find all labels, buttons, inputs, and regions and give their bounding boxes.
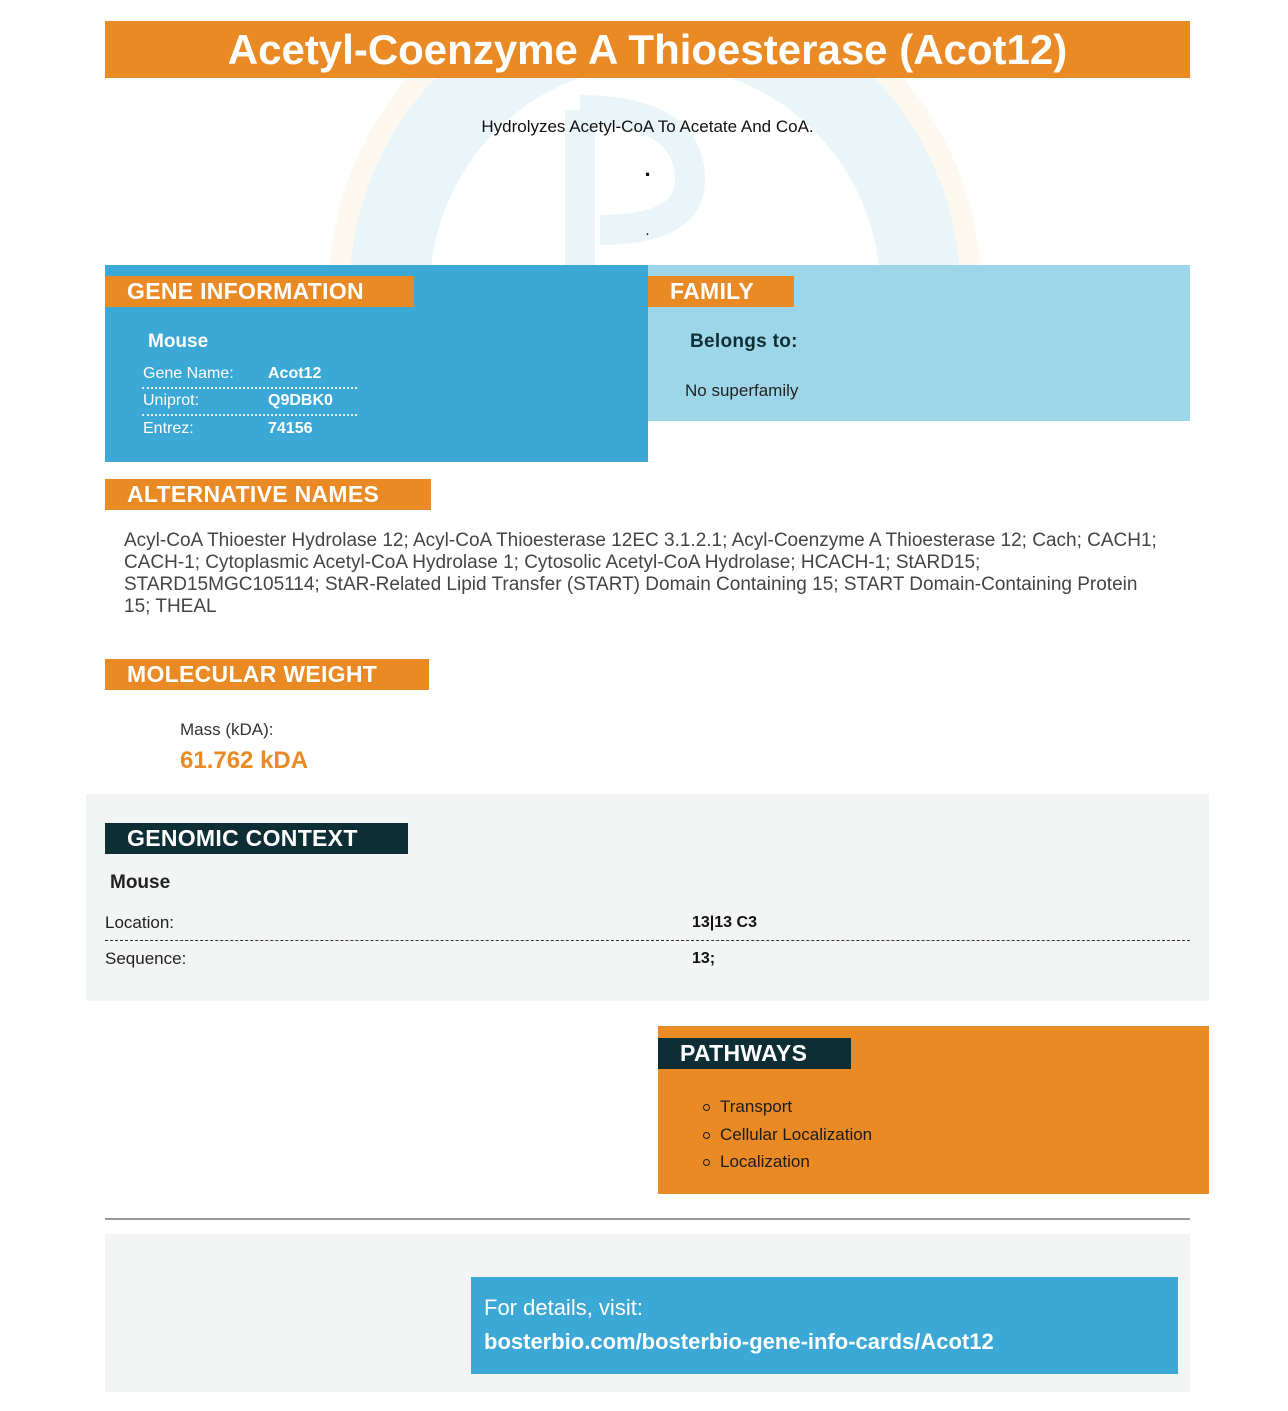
pathway-item: Transport (700, 1093, 872, 1121)
pathway-item: Cellular Localization (700, 1121, 872, 1149)
pathway-item: Localization (700, 1148, 872, 1176)
sequence-label: Sequence: (105, 949, 187, 968)
alternative-names-text: Acyl-CoA Thioester Hydrolase 12; Acyl-CoA Thioesterase 12EC 3.1.2.1; Acyl-Coenzyme A Thioesterase 12; Cach; CACH1; CACH-1; Cytoplasmic Acetyl-CoA Hydrolase 1; Cytosolic Acetyl-CoA Hydrolase; HCACH-1; StARD15; STARD15MGC105114; StAR-Related Lipid Transfer (START) Domain Containing 15; START Domain-Containing Protein 15; THEAL (124, 530, 1157, 617)
gene-name-row (142, 360, 357, 389)
entrez-row (142, 415, 357, 442)
description-dot: . (644, 156, 651, 181)
location-row (105, 905, 1190, 941)
genomic-species: Mouse (110, 872, 171, 893)
details-link[interactable]: bosterbio.com/bosterbio-gene-info-cards/Acot12 (484, 1329, 994, 1354)
location-label: Location: (105, 913, 174, 932)
gene-name-value: Acot12 (268, 365, 322, 382)
description-dot: . (645, 222, 650, 239)
details-label: For details, visit: (484, 1295, 643, 1320)
footer-divider (105, 1218, 1190, 1220)
sequence-row (105, 941, 1190, 976)
family-value: No superfamily (685, 381, 799, 400)
alternative-names-heading: ALTERNATIVE NAMES (105, 479, 431, 510)
uniprot-row (142, 387, 357, 416)
sequence-value: 13; (692, 950, 716, 967)
gene-information-heading: GENE INFORMATION (105, 276, 414, 307)
gene-species: Mouse (148, 331, 209, 352)
belongs-to-label: Belongs to: (690, 331, 798, 352)
page-title: Acetyl-Coenzyme A Thioesterase (Acot12) (105, 21, 1190, 78)
mass-label: Mass (kDA): (180, 720, 274, 739)
family-heading: FAMILY (648, 276, 794, 307)
pathways-heading: PATHWAYS (658, 1038, 851, 1069)
genomic-context-heading: GENOMIC CONTEXT (105, 823, 408, 854)
molecular-weight-heading: MOLECULAR WEIGHT (105, 659, 429, 690)
location-value: 13|13 C3 (692, 914, 757, 931)
entrez-value: 74156 (268, 420, 313, 437)
uniprot-value: Q9DBK0 (268, 392, 333, 409)
details-box (471, 1277, 1178, 1374)
entrez-label: Entrez: (143, 420, 194, 437)
uniprot-label: Uniprot: (143, 392, 200, 409)
gene-name-label: Gene Name: (143, 365, 234, 382)
gene-description: Hydrolyzes Acetyl-CoA To Acetate And CoA. (481, 117, 814, 136)
mass-value: 61.762 kDA (180, 747, 309, 774)
pathways-list (700, 1093, 872, 1176)
